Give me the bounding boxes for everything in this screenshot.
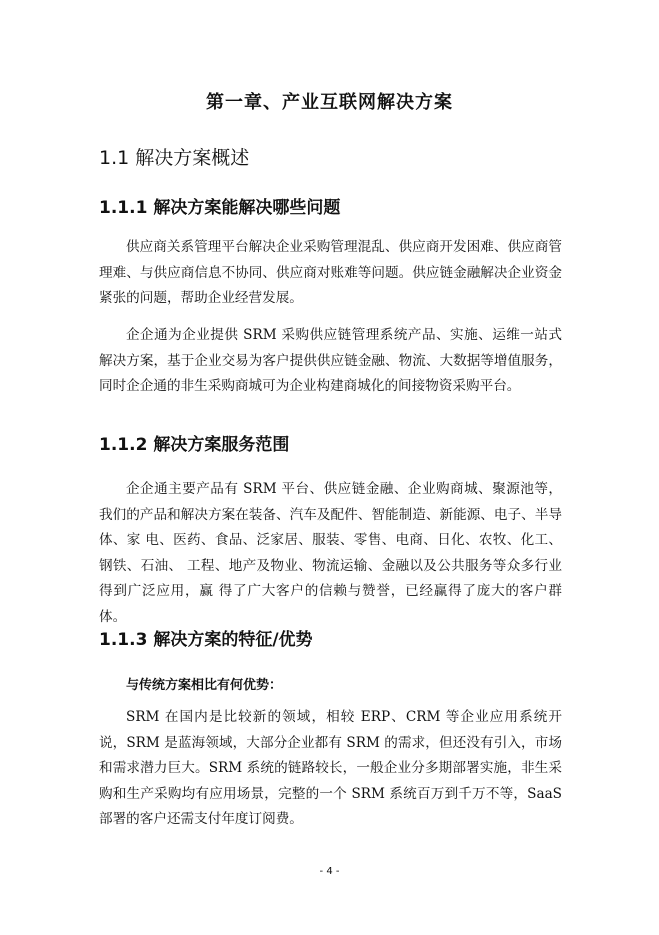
subsection-heading-1-1-3: 1.1.3 解决方案的特征/优势 xyxy=(99,630,313,650)
subsection-heading-1-1-1: 1.1.1 解决方案能解决哪些问题 xyxy=(99,198,341,218)
section-heading: 1.1 解决方案概述 xyxy=(99,147,250,169)
paragraph: 供应商关系管理平台解决企业采购管理混乱、供应商开发困难、供应商管理难、与供应商信息不协同、供应商对账难等问题。供应链金融解决企业资金紧张的问题，帮助企业经营发展。 xyxy=(99,239,562,306)
paragraph: SRM 在国内是比较新的领域，相较 ERP、CRM 等企业应用系统开说，SRM 是蓝海领域，大部分企业都有 SRM 的需求，但还没有引入，市场和需求潜力巨大。SRM 系统的链路较长，一般企业分多期部署实施，非生采购和生产采购均有应用场景，完整的一个 SRM 系统百万到千万不等，SaaS 部署的客户还需支付年度订阅费。 xyxy=(99,709,562,827)
subsection-heading-1-1-2: 1.1.2 解决方案服务范围 xyxy=(99,435,290,455)
advantage-label: 与传统方案相比有何优势： xyxy=(126,678,283,693)
paragraph: 企企通为企业提供 SRM 采购供应链管理系统产品、实施、运维一站式解决方案，基于企业交易为客户提供供应链金融、物流、大数据等增值服务，同时企企通的非生采购商城可为企业构建商城化的间接物资采购平台。 xyxy=(99,327,562,394)
chapter-title: 第一章、产业互联网解决方案 xyxy=(206,92,453,113)
paragraph: 企企通主要产品有 SRM 平台、供应链金融、企业购商城、聚源池等，我们的产品和解决方案在装备、汽车及配件、智能制造、新能源、电子、半导体、家 电、医药、食品、泛家居、服装、零售、电商、日化、农牧、化工、钢铁、石油、 工程、地产及物业、物流运输、金融以及公共服务等众多行业得到广泛应用，赢 得了广大客户的信赖与赞誉，已经赢得了庞大的客户群体。 xyxy=(99,481,562,625)
page-number: - 4 - xyxy=(319,866,340,877)
